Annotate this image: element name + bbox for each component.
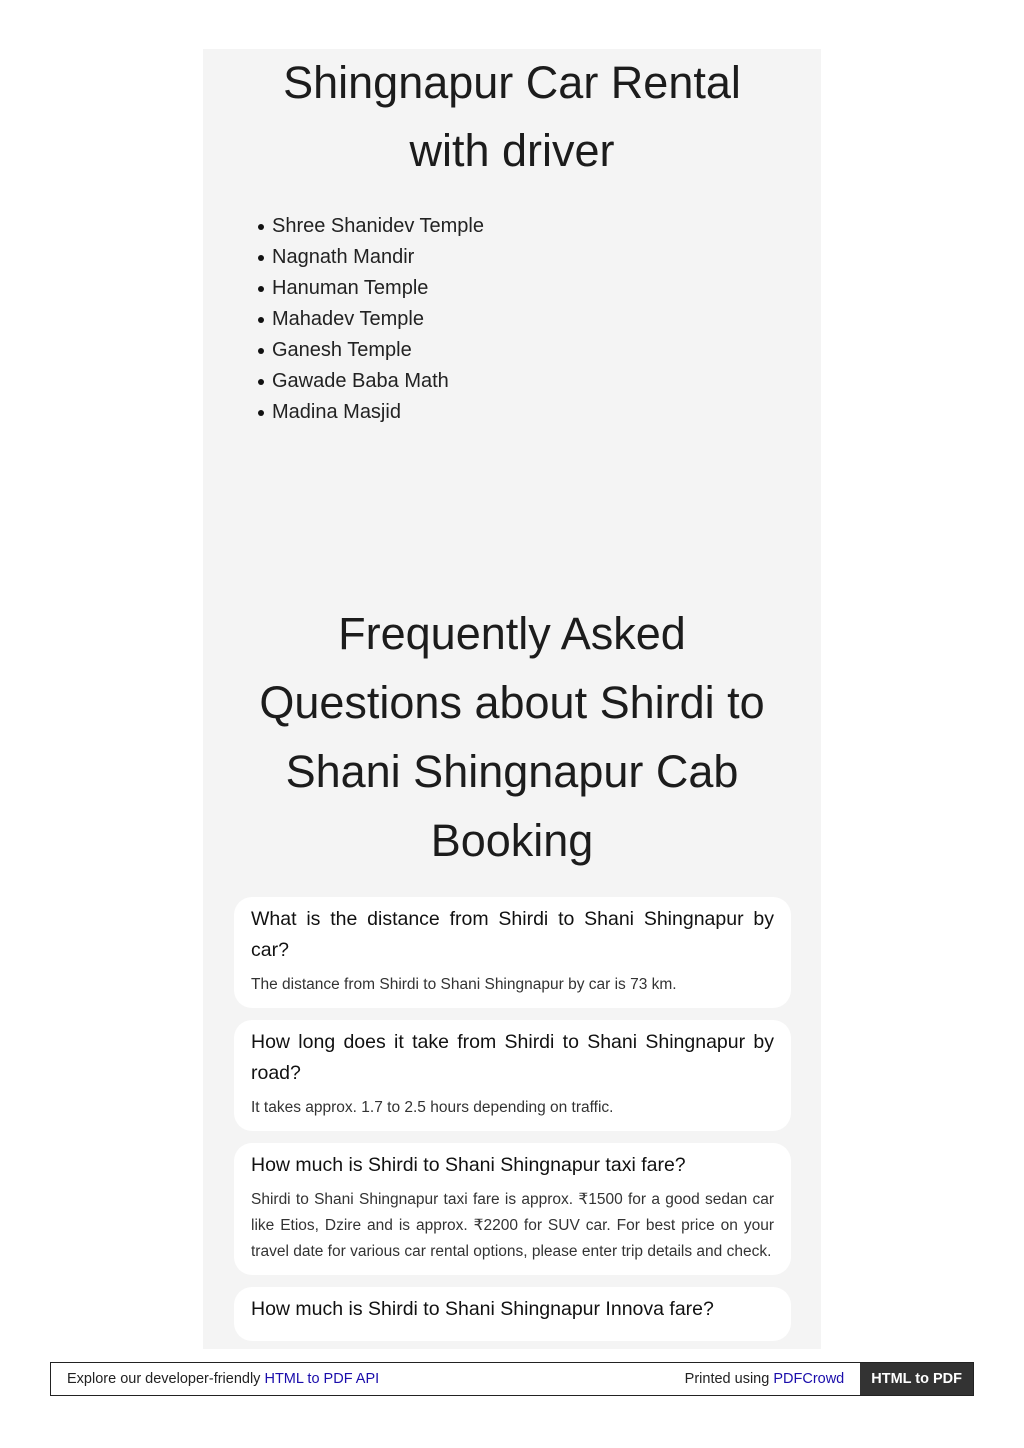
faq-list (234, 897, 791, 1353)
faq-card[interactable] (234, 897, 791, 1008)
html-to-pdf-api-link[interactable]: HTML to PDF API (264, 1371, 380, 1387)
attraction-label: Mahadev Temple (272, 308, 424, 330)
list-item (258, 211, 484, 242)
pdfcrowd-link[interactable]: PDFCrowd (773, 1371, 845, 1387)
attraction-label: Ganesh Temple (272, 339, 412, 361)
attractions-list (258, 211, 484, 428)
footer-printed (685, 1371, 861, 1387)
printed-text: Printed using (684, 1371, 770, 1387)
bullet-icon (258, 348, 264, 354)
explore-text: Explore our developer-friendly (67, 1371, 261, 1387)
faq-question: How much is Shirdi to Shani Shingnapur Innova fare? (251, 1298, 714, 1320)
list-item (258, 397, 484, 428)
bullet-icon (258, 224, 264, 230)
faq-question: How long does it take from Shirdi to Shani Shingnapur by road? (251, 1031, 774, 1084)
car-rental-heading: Shingnapur Car Rental with driver (283, 57, 741, 176)
html-to-pdf-badge[interactable]: HTML to PDF (860, 1363, 973, 1395)
faq-answer: The distance from Shirdi to Shani Shingnapur by car is 73 km. (251, 976, 677, 993)
faq-answer: Shirdi to Shani Shingnapur taxi fare is approx. ₹1500 for a good sedan car like Etios, Dzire and is approx. ₹2200 for SUV car. For best price on your travel date for various car rental options, please enter trip details and check. (251, 1191, 774, 1260)
faq-card[interactable] (234, 1020, 791, 1131)
bullet-icon (258, 317, 264, 323)
faq-card[interactable] (234, 1287, 791, 1341)
faq-question: What is the distance from Shirdi to Shani Shingnapur by car? (251, 908, 774, 961)
list-item (258, 304, 484, 335)
list-item (258, 242, 484, 273)
list-item (258, 366, 484, 397)
pdfcrowd-footer (50, 1362, 974, 1396)
faq-question: How much is Shirdi to Shani Shingnapur taxi fare? (251, 1154, 686, 1176)
bullet-icon (258, 255, 264, 261)
list-item (258, 335, 484, 366)
footer-explore (51, 1371, 685, 1387)
faq-heading: Frequently Asked Questions about Shirdi to Shani Shingnapur Cab Booking (259, 608, 765, 866)
faq-answer: It takes approx. 1.7 to 2.5 hours depending on traffic. (251, 1099, 614, 1116)
attraction-label: Nagnath Mandir (272, 246, 415, 268)
list-item (258, 273, 484, 304)
bullet-icon (258, 410, 264, 416)
faq-card[interactable] (234, 1143, 791, 1275)
bullet-icon (258, 379, 264, 385)
bullet-icon (258, 286, 264, 292)
attraction-label: Madina Masjid (272, 401, 401, 423)
attraction-label: Hanuman Temple (272, 277, 429, 299)
attraction-label: Gawade Baba Math (272, 370, 449, 392)
content-panel (203, 49, 821, 1349)
attraction-label: Shree Shanidev Temple (272, 215, 484, 237)
